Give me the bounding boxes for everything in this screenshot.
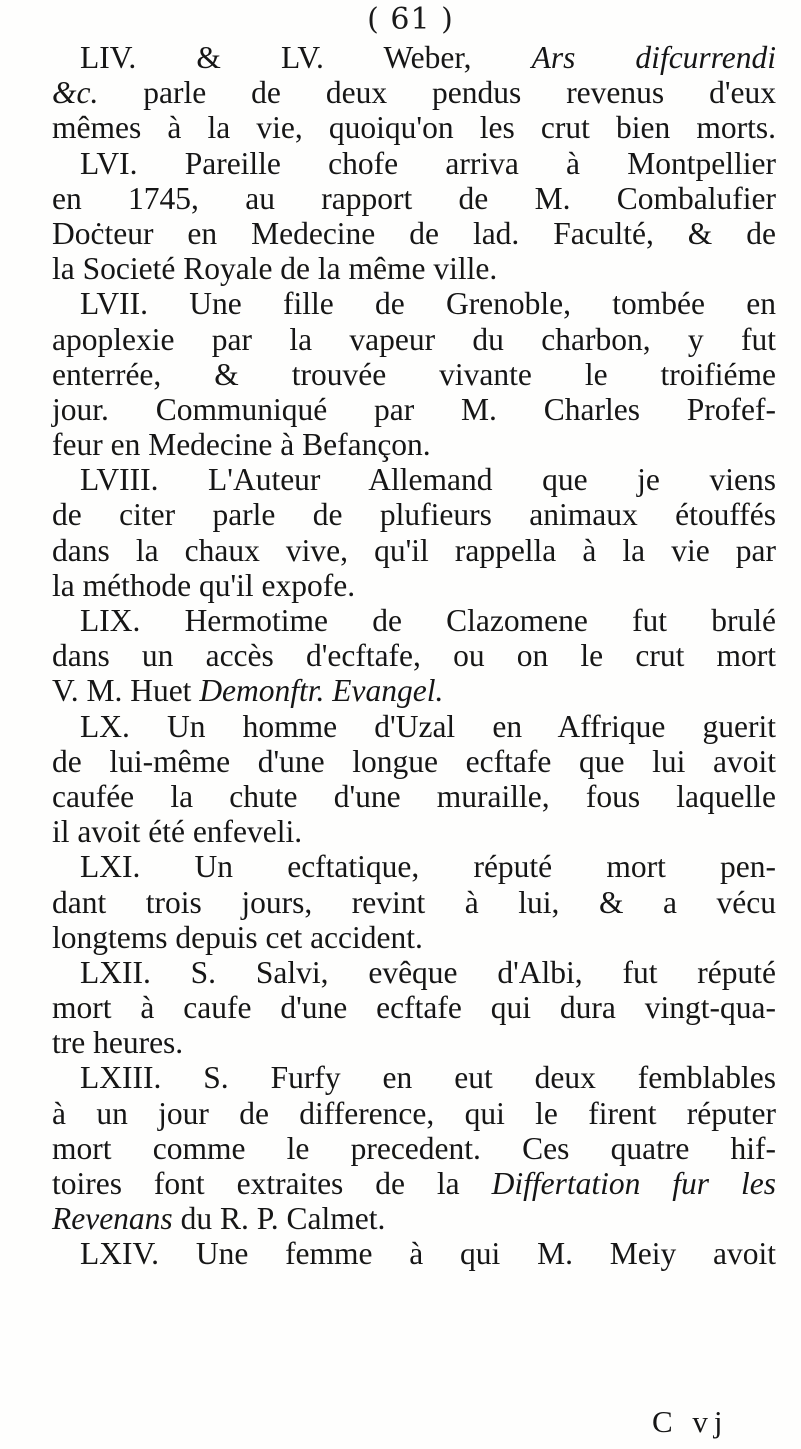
text-line (52, 357, 776, 392)
text-line (52, 568, 776, 603)
text-run: la méthode qu'il expofe. (52, 567, 356, 603)
page-body-text (52, 40, 776, 1272)
italic-text: Differtation fur les (491, 1166, 776, 1201)
text-line (52, 1096, 776, 1131)
text-run: LVI. Pareille chofe arriva à Montpellier (80, 145, 776, 181)
italic-text: &c. (52, 75, 99, 111)
text-line (52, 603, 776, 638)
text-run: à un jour de difference, qui le firent réputer (52, 1095, 776, 1131)
text-line (52, 427, 776, 462)
text-run: de citer parle de plufieurs animaux étouffés (52, 497, 776, 533)
text-run: Doċteur en Medecine de lad. Faculté, & de (52, 215, 776, 251)
text-line (52, 75, 776, 110)
text-run: LVIII. L'Auteur Allemand que je viens (80, 462, 776, 498)
text-run: caufée la chute d'une muraille, fous laquelle (52, 778, 776, 814)
text-line (52, 392, 776, 427)
text-line (52, 462, 776, 497)
text-line (52, 1236, 776, 1271)
text-line (52, 920, 776, 955)
text-line (52, 814, 776, 849)
text-run: apoplexie par la vapeur du charbon, y fut (52, 321, 776, 357)
page-number: ( 61 ) (367, 2, 454, 37)
text-line (52, 146, 776, 181)
text-run: enterrée, & trouvée vivante le troifiéme (52, 356, 776, 392)
text-run: jour. Communiqué par M. Charles Profef- (52, 391, 776, 427)
text-run: en 1745, au rapport de M. Combalufier (52, 180, 776, 216)
signature-mark: C vj (652, 1404, 729, 1439)
text-run: V. M. Huet (52, 673, 200, 709)
text-line (52, 1131, 776, 1166)
italic-text: Ars difcurrendi (531, 40, 777, 75)
text-run: du R. P. Calmet. (172, 1201, 386, 1237)
text-line (52, 1201, 776, 1236)
text-run: mêmes à la vie, quoiqu'on les crut bien morts. (52, 110, 776, 146)
text-run: dans un accès d'ecftafe, ou on le crut mort (52, 638, 776, 674)
text-line (52, 744, 776, 779)
text-line (52, 1166, 776, 1201)
text-line (52, 497, 776, 532)
text-run: LXII. S. Salvi, evêque d'Albi, fut réputé (80, 954, 776, 990)
text-line (52, 533, 776, 568)
text-line (52, 955, 776, 990)
text-run: dans la chaux vive, qu'il rappella à la vie par (52, 532, 776, 568)
text-line (52, 286, 776, 321)
text-run: LX. Un homme d'Uzal en Affrique guerit (80, 708, 776, 744)
text-line (52, 322, 776, 357)
text-line (52, 181, 776, 216)
text-run: parle de deux pendus revenus d'eux (98, 75, 776, 111)
text-run: la Societé Royale de la même ville. (52, 251, 498, 287)
text-run: LXI. Un ecftatique, réputé mort pen- (80, 849, 776, 885)
text-run: de lui-même d'une longue ecftafe que lui avoit (52, 743, 776, 779)
text-line (52, 638, 776, 673)
text-line (52, 251, 776, 286)
text-line (52, 779, 776, 814)
text-run: LIX. Hermotime de Clazomene fut brulé (80, 603, 776, 638)
text-line (52, 40, 776, 75)
text-run: longtems depuis cet accident. (52, 919, 423, 955)
text-run: toires font extraites de la (52, 1166, 492, 1201)
text-line (52, 849, 776, 884)
text-line (52, 673, 776, 708)
text-run: LIV. & LV. Weber, (80, 40, 532, 75)
text-run: LVII. Une fille de Grenoble, tombée en (80, 286, 776, 322)
text-line (52, 1060, 776, 1095)
text-run: il avoit été enfeveli. (52, 814, 303, 850)
text-run: mort à caufe d'une ecftafe qui dura vingt-qua- (52, 990, 776, 1026)
italic-text: Revenans (52, 1201, 173, 1237)
text-run: mort comme le precedent. Ces quatre hif- (52, 1130, 776, 1166)
text-run: tre heures. (52, 1025, 184, 1061)
text-run: LXIII. S. Furfy en eut deux femblables (80, 1060, 776, 1096)
text-line (52, 709, 776, 744)
text-line (52, 990, 776, 1025)
text-line (52, 216, 776, 251)
text-run: dant trois jours, revint à lui, & a vécu (52, 884, 776, 920)
text-run: feur en Medecine à Befançon. (52, 427, 431, 463)
italic-text: Demonftr. Evangel. (199, 673, 444, 709)
text-line (52, 885, 776, 920)
text-line (52, 110, 776, 145)
text-run: LXIV. Une femme à qui M. Meiy avoit (80, 1236, 776, 1272)
text-line (52, 1025, 776, 1060)
